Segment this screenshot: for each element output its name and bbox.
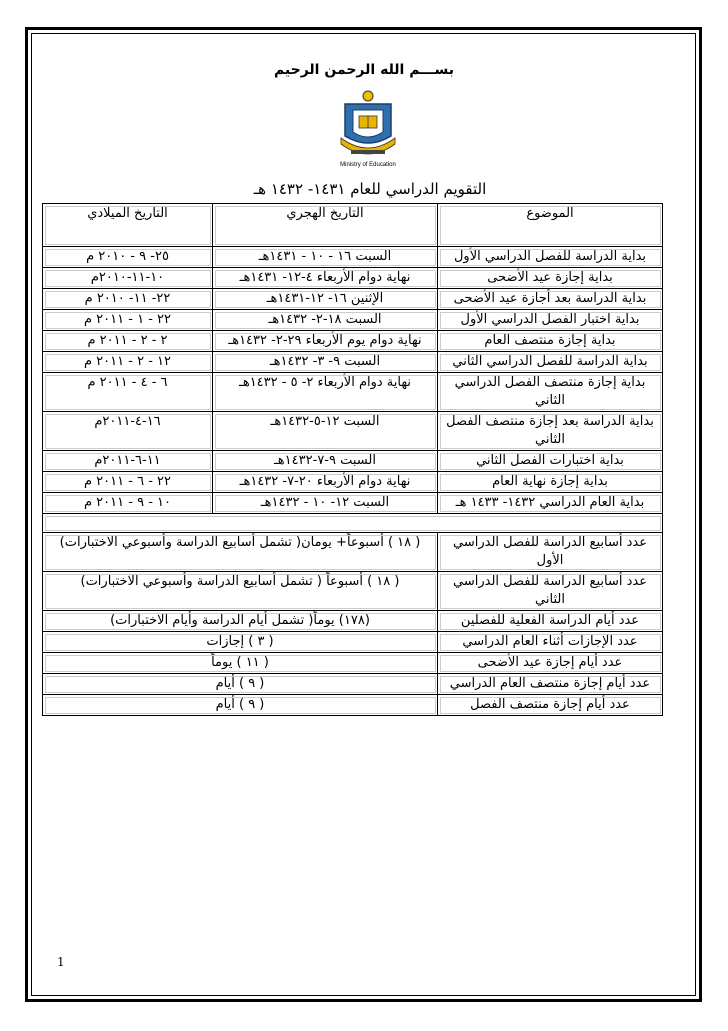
row-subject: بداية إجازة منتصف الفصل الدراسي الثاني: [438, 373, 663, 412]
table-row: [43, 493, 663, 514]
row-hijri-date: السبت ٩- ٣- ١٤٣٢هـ: [213, 352, 438, 373]
row-hijri-date: نهاية دوام الأربعاء ٤-١٢- ١٤٣١هـ: [213, 268, 438, 289]
table-row: [43, 268, 663, 289]
table-row: [43, 373, 663, 412]
row-subject: بداية الدراسة بعد أجازة عيد الأضحى: [438, 289, 663, 310]
row-subject: بداية الدراسة للفصل الدراسي الثاني: [438, 352, 663, 373]
table-row: [43, 472, 663, 493]
summary-value: ( ١٨ ) أسبوعاً+ يومان( تشمل أسابيع الدراسة وأسبوعي الاختبارات): [43, 533, 438, 572]
summary-subject: عدد أيام إجازة منتصف الفصل: [438, 695, 663, 716]
table-row: [43, 310, 663, 331]
row-gregorian-date: ٢٢ - ٦ - ٢٠١١ م: [43, 472, 213, 493]
summary-row: [43, 572, 663, 611]
spacer-row: [43, 514, 663, 533]
table-row: [43, 451, 663, 472]
logo-caption: Ministry of Education: [340, 162, 396, 168]
summary-row: [43, 695, 663, 716]
row-gregorian-date: ١٠ - ٩ - ٢٠١١ م: [43, 493, 213, 514]
academic-calendar-table: [42, 203, 663, 716]
summary-subject: عدد أسابيع الدراسة للفصل الدراسي الثاني: [438, 572, 663, 611]
table-row: [43, 412, 663, 451]
summary-subject: عدد أيام إجازة منتصف العام الدراسي: [438, 674, 663, 695]
table-header-row: [43, 204, 663, 247]
summary-value: ( ٩ ) أيام: [43, 674, 438, 695]
row-gregorian-date: ٢٢ - ١ - ٢٠١١ م: [43, 310, 213, 331]
row-gregorian-date: ١٦-٤-٢٠١١م: [43, 412, 213, 451]
row-hijri-date: نهاية دوام يوم الأربعاء ٢٩-٢- ١٤٣٢هـ: [213, 331, 438, 352]
summary-subject: عدد أيام إجازة عيد الأضحى: [438, 653, 663, 674]
summary-value: (١٧٨) يوماً( تشمل أيام الدراسة وأيام الاختبارات): [43, 611, 438, 632]
summary-row: [43, 611, 663, 632]
summary-row: [43, 653, 663, 674]
row-hijri-date: نهاية دوام الأربعاء ٢- ٥ - ١٤٣٢هـ: [213, 373, 438, 412]
row-subject: بداية اختبار الفصل الدراسي الأول: [438, 310, 663, 331]
row-hijri-date: السبت ١٦ - ١٠ - ١٤٣١هـ: [213, 247, 438, 268]
row-subject: بداية إجازة عيد الأضحى: [438, 268, 663, 289]
row-subject: بداية اختبارات الفصل الثاني: [438, 451, 663, 472]
spacer-cell: [43, 514, 663, 533]
summary-value: ( ١١ ) يوماً: [43, 653, 438, 674]
row-gregorian-date: ٦ - ٤ - ٢٠١١ م: [43, 373, 213, 412]
summary-value: ( ١٨ ) أسبوعاً ( تشمل أسابيع الدراسة وأسبوعي الاختبارات): [43, 572, 438, 611]
row-gregorian-date: ١٢ - ٢ - ٢٠١١ م: [43, 352, 213, 373]
summary-subject: عدد الإجازات أثناء العام الدراسي: [438, 632, 663, 653]
summary-subject: عدد أيام الدراسة الفعلية للفصلين: [438, 611, 663, 632]
row-gregorian-date: ٢٥- ٩ - ٢٠١٠ م: [43, 247, 213, 268]
row-hijri-date: الإثنين ١٦- ١٢-١٤٣١هـ: [213, 289, 438, 310]
basmala-heading: بســـم الله الرحمن الرحيم: [273, 62, 455, 78]
row-subject: بداية العام الدراسي ١٤٣٢- ١٤٣٣ هـ: [438, 493, 663, 514]
row-subject: بداية إجازة نهاية العام: [438, 472, 663, 493]
summary-value: ( ٩ ) أيام: [43, 695, 438, 716]
table-row: [43, 331, 663, 352]
row-subject: بداية الدراسة بعد إجازة منتصف الفصل الثاني: [438, 412, 663, 451]
row-hijri-date: السبت ١٢-٥-١٤٣٢هـ: [213, 412, 438, 451]
row-gregorian-date: ١٠-١١-٢٠١٠م: [43, 268, 213, 289]
row-hijri-date: السبت ١٨-٢- ١٤٣٢هـ: [213, 310, 438, 331]
summary-row: [43, 632, 663, 653]
row-hijri-date: نهاية دوام الأربعاء ٢٠-٧- ١٤٣٢هـ: [213, 472, 438, 493]
row-gregorian-date: ٢ - ٢ - ٢٠١١ م: [43, 331, 213, 352]
row-gregorian-date: ٢٢- ١١- ٢٠١٠ م: [43, 289, 213, 310]
summary-row: [43, 533, 663, 572]
summary-subject: عدد أسابيع الدراسة للفصل الدراسي الأول: [438, 533, 663, 572]
document-title: التقويم الدراسي للعام ١٤٣١- ١٤٣٢ هـ: [253, 180, 487, 198]
header-hijri: التاريخ الهجري: [213, 204, 438, 247]
row-subject: بداية الدراسة للفصل الدراسي الأول: [438, 247, 663, 268]
table-row: [43, 247, 663, 268]
summary-value: ( ٣ ) إجازات: [43, 632, 438, 653]
row-hijri-date: السبت ١٢- ١٠ - ١٤٣٢هـ: [213, 493, 438, 514]
table-row: [43, 352, 663, 373]
row-subject: بداية إجازة منتصف العام: [438, 331, 663, 352]
row-hijri-date: السبت ٩-٧-١٤٣٢هـ: [213, 451, 438, 472]
header-subject: الموضوع: [438, 204, 663, 247]
ministry-logo: [323, 86, 413, 174]
header-gregorian: التاريخ الميلادي: [43, 204, 213, 247]
row-gregorian-date: ١١-٦-٢٠١١م: [43, 451, 213, 472]
table-row: [43, 289, 663, 310]
page-number: 1: [57, 955, 65, 969]
summary-row: [43, 674, 663, 695]
